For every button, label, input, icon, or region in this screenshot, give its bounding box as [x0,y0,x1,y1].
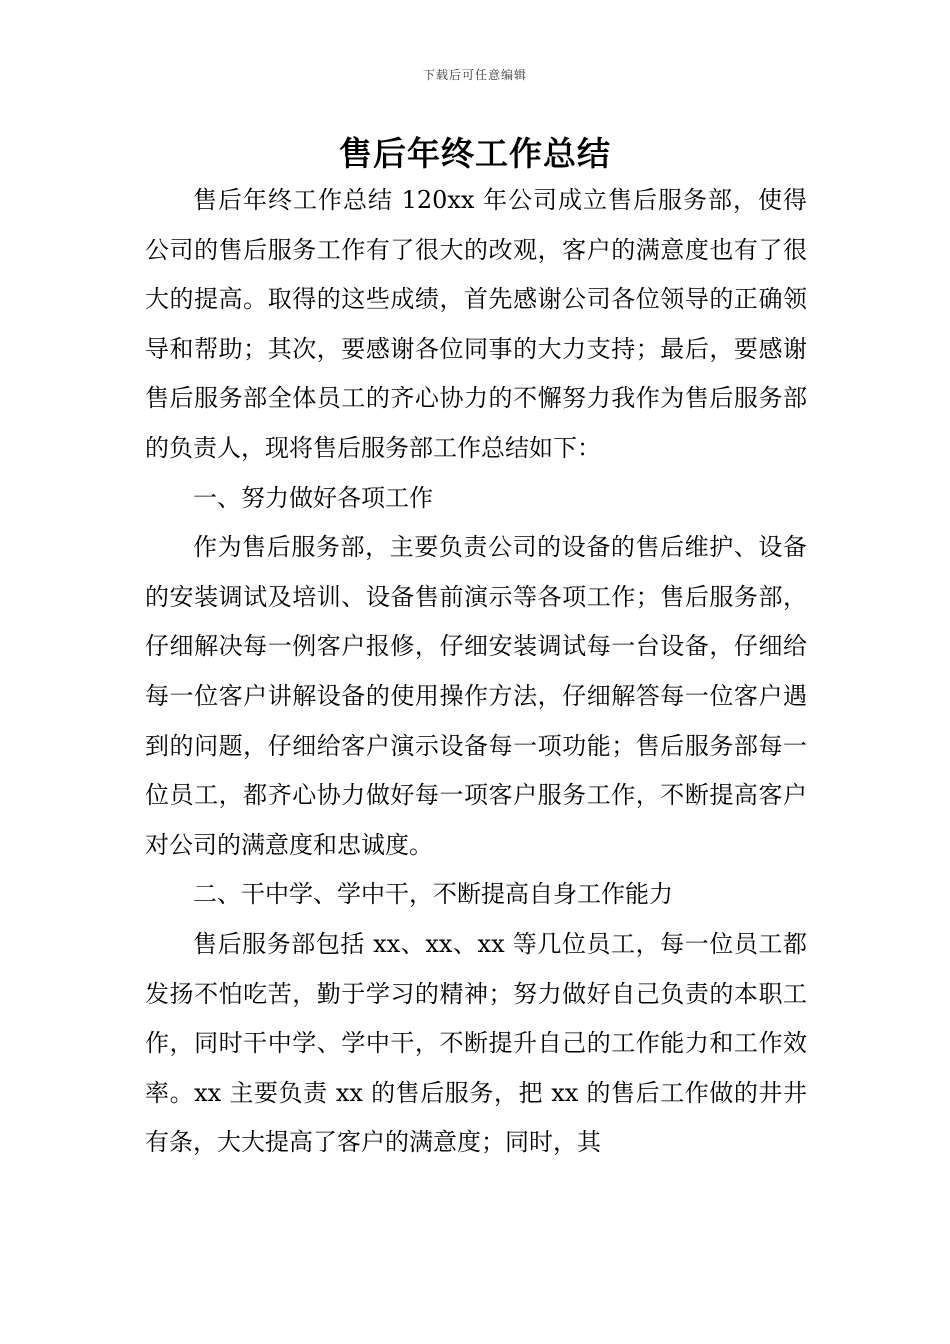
paragraph-section-2: 售后服务部包括 xx、xx、xx 等几位员工，每一位员工都发扬不怕吃苦，勤于学习的精神；努力做好自己负责的本职工作，同时干中学、学中干，不断提升自己的工作能力和工作效率。xx 主要负责 xx 的售后服务，把 xx 的售后工作做的井井有条，大大提高了客户的满意度；同时，其 [145,929,807,1157]
section-heading-2: 二、干中学、学中干，不断提高自身工作能力 [193,880,673,909]
section-heading-1: 一、努力做好各项工作 [193,483,433,512]
paragraph-section-1: 作为售后服务部，主要负责公司的设备的售后维护、设备的安装调试及培训、设备售前演示等各项工作；售后服务部，仔细解决每一例客户报修，仔细安装调试每一台设备，仔细给每一位客户讲解设备的使用操作方法，仔细解答每一位客户遇到的问题，仔细给客户演示设备每一项功能；售后服务部每一位员工，都齐心协力做好每一项客户服务工作，不断提高客户对公司的满意度和忠诚度。 [145,533,807,859]
paragraph-intro: 售后年终工作总结 120xx 年公司成立售后服务部，使得公司的售后服务工作有了很大的改观，客户的满意度也有了很大的提高。取得的这些成绩，首先感谢公司各位领导的正确领导和帮助；其次，要感谢各位同事的大力支持；最后，要感谢售后服务部全体员工的齐心协力的不懈努力我作为售后服务部的负责人，现将售后服务部工作总结如下： [145,186,807,462]
document-title: 售后年终工作总结 [339,134,611,173]
document-body [145,176,807,1168]
header-note: 下载后可任意编辑 [422,68,527,82]
